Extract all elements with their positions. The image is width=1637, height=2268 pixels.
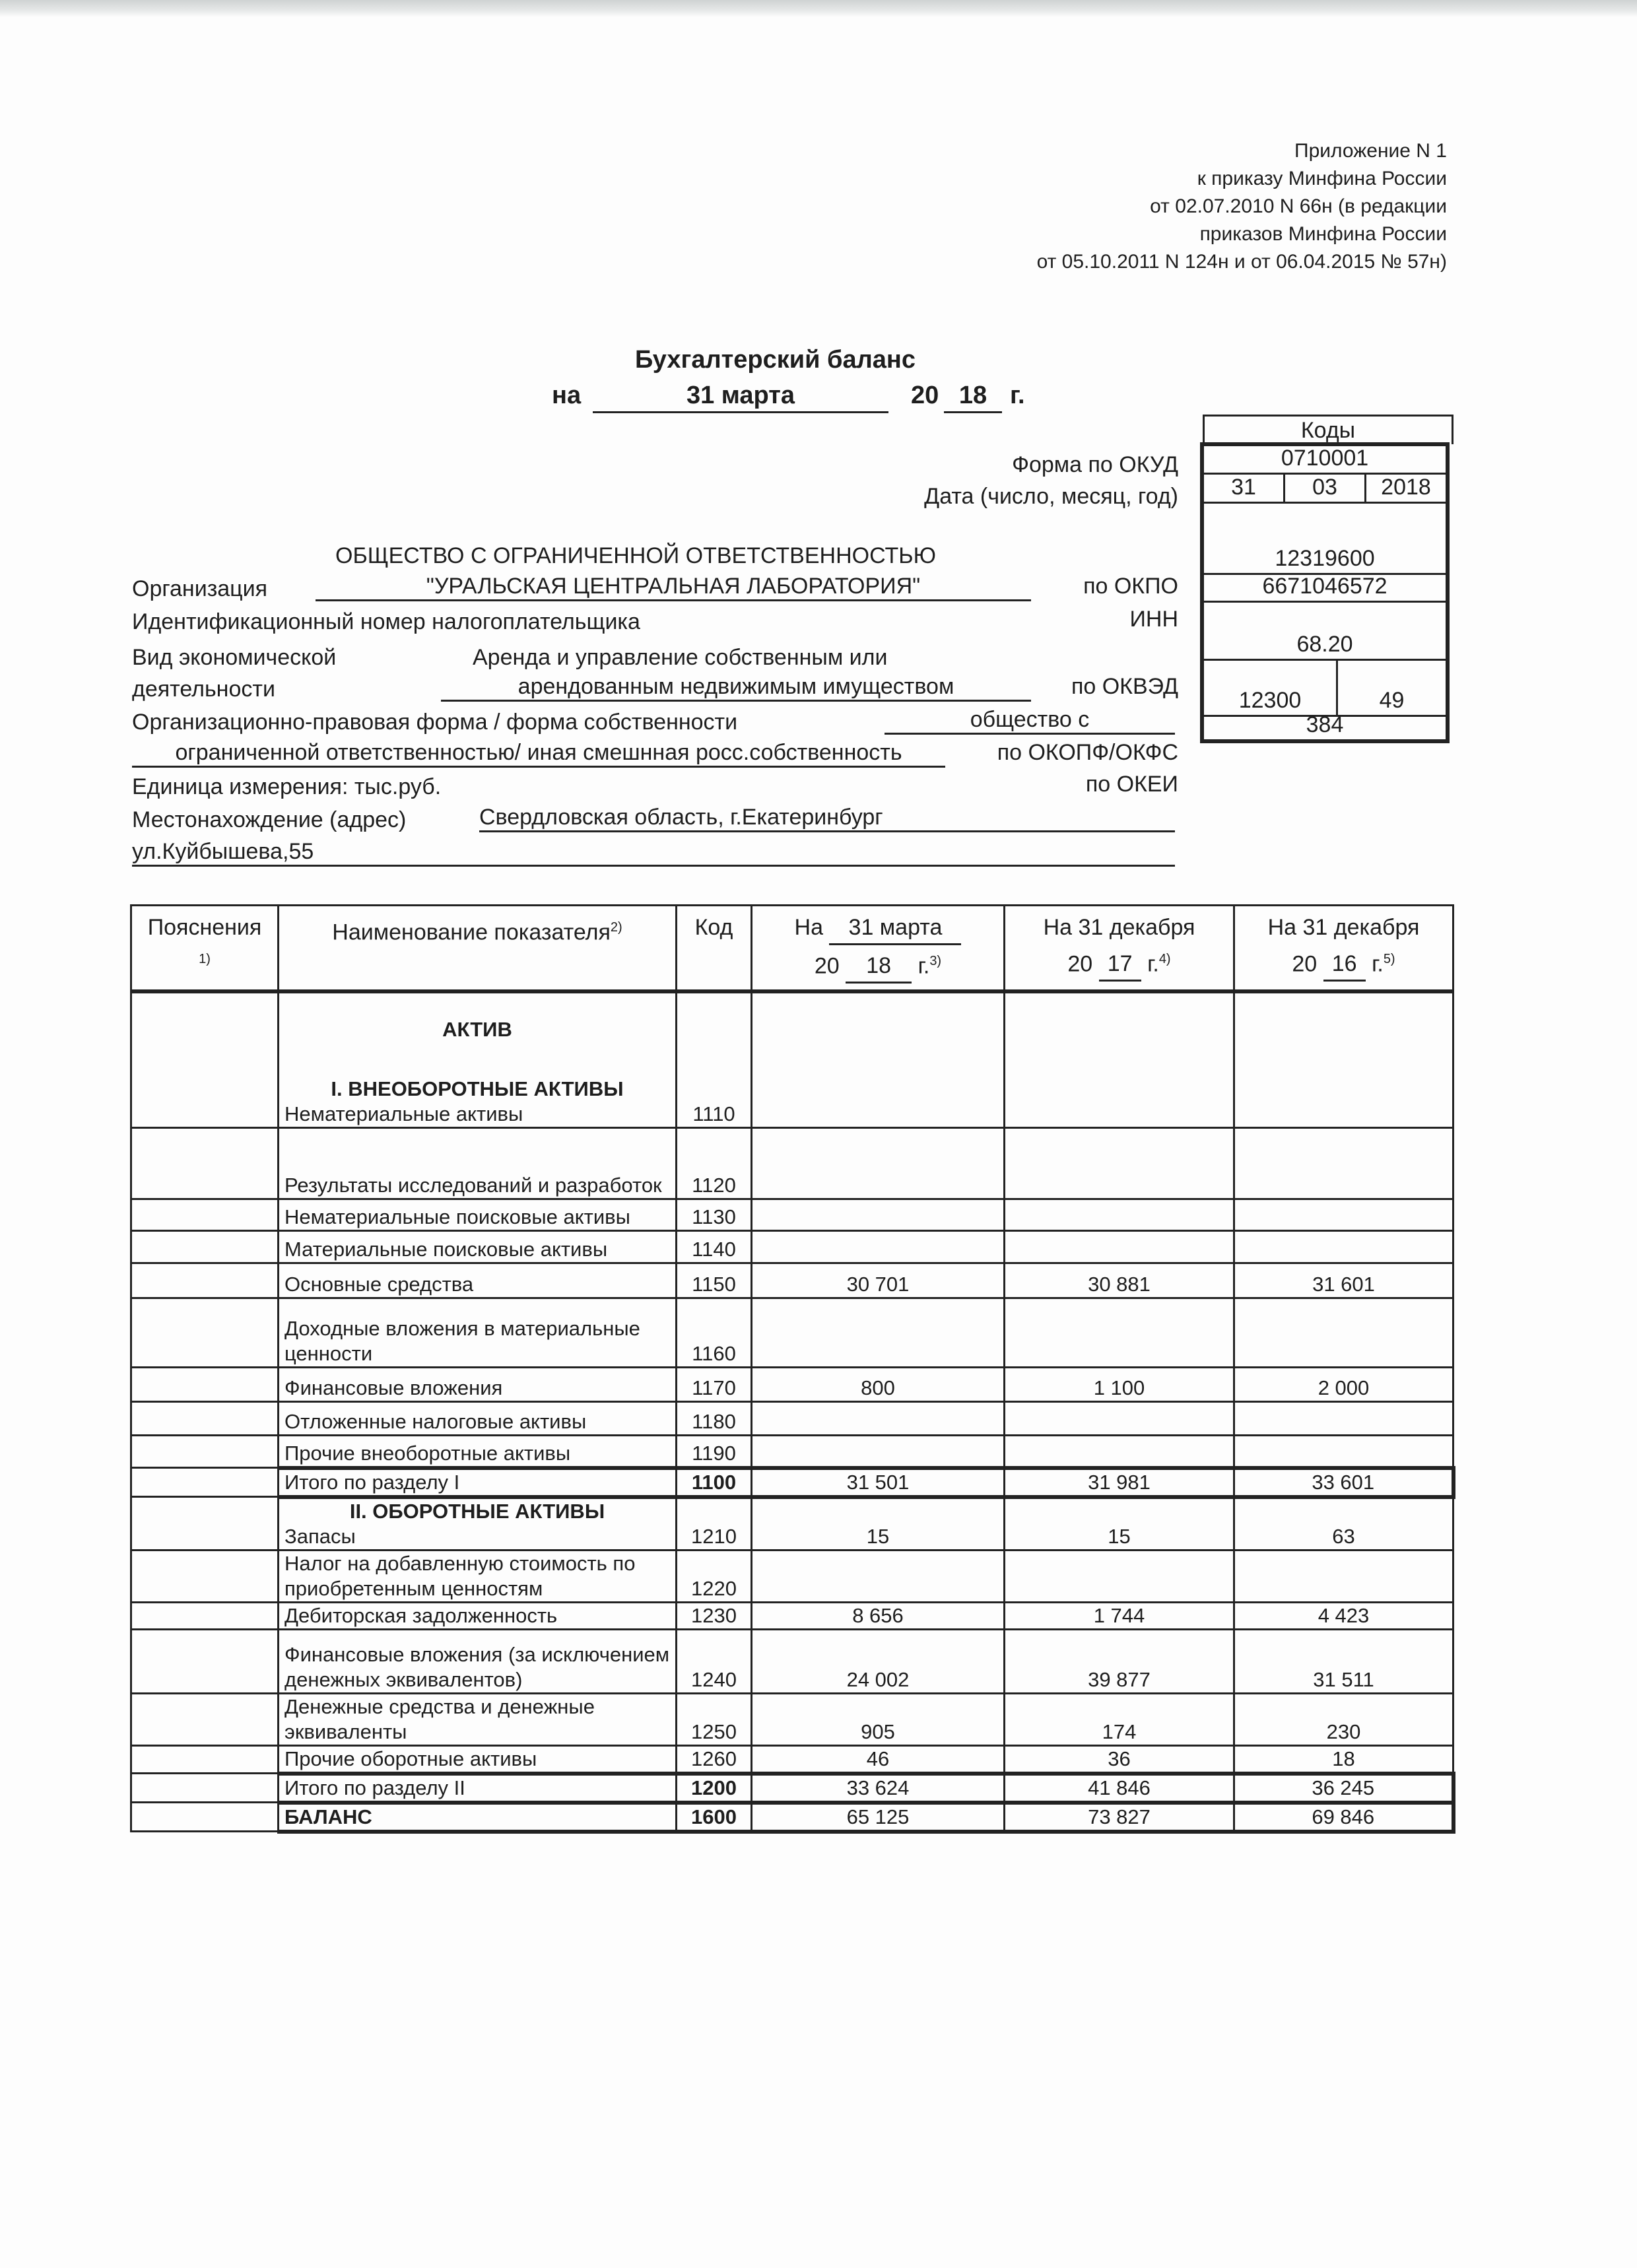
- value-2016: 4 423: [1234, 1602, 1453, 1629]
- inn-code-label: ИНН: [1129, 607, 1178, 632]
- header-name-label: Наименование показателя: [332, 919, 611, 945]
- title-date: 31 марта: [593, 382, 888, 413]
- row-name: Денежные средства и денежные эквиваленты: [279, 1693, 677, 1745]
- value-2016: 63: [1234, 1497, 1453, 1551]
- row-code: 1200: [677, 1774, 752, 1803]
- okei-value: 384: [1306, 712, 1344, 737]
- table-row: [131, 1231, 1453, 1263]
- notes-cell: [131, 1693, 279, 1745]
- value-2018: [752, 1402, 1005, 1436]
- org-label: Организация: [132, 576, 268, 601]
- row-name: Нематериальные поисковые активы: [279, 1199, 677, 1231]
- header-col2-title: На 31 декабря: [1043, 915, 1195, 940]
- row-name: Прочие оборотные активы: [279, 1745, 677, 1774]
- row-code: 1130: [677, 1199, 752, 1231]
- codes-header: Коды: [1203, 415, 1453, 444]
- row-code: 1260: [677, 1745, 752, 1774]
- row-code: 1120: [677, 1128, 752, 1199]
- row-name: Налог на добавленную стоимость по приобретенным ценностям: [279, 1550, 677, 1602]
- balance-table: [130, 904, 1455, 1834]
- row-name: Результаты исследований и разработок: [279, 1128, 677, 1199]
- footnote-ref: 1): [199, 952, 211, 966]
- okfs-value: 49: [1336, 661, 1446, 715]
- title-year: 18: [944, 382, 1002, 413]
- value-2018: [752, 1550, 1005, 1602]
- notes-cell: [131, 1263, 279, 1298]
- row-code: 1240: [677, 1629, 752, 1693]
- notes-cell: [131, 1602, 279, 1629]
- appendix-line: к приказу Минфина России: [1197, 168, 1447, 189]
- codes-box: [1200, 442, 1450, 743]
- value-2017: [1005, 1199, 1234, 1231]
- header-col1-date: 31 марта: [829, 912, 961, 945]
- header-col1-suffix: г.: [918, 953, 930, 979]
- table-row: [131, 1693, 1453, 1745]
- row-name: Финансовые вложения (за исключением денежных эквивалентов): [279, 1629, 677, 1693]
- row-name: Отложенные налоговые активы: [279, 1402, 677, 1436]
- row-name: Доходные вложения в материальные ценности: [279, 1298, 677, 1368]
- activity-label-1: Вид экономической: [132, 645, 337, 670]
- value-2017: [1005, 991, 1234, 1128]
- table-row-total-section-1: [131, 1468, 1453, 1497]
- title-century: 20: [911, 382, 939, 409]
- row-code: 1160: [677, 1298, 752, 1368]
- value-2017: 15: [1005, 1497, 1234, 1551]
- header-col1-century: 20: [814, 953, 840, 979]
- notes-cell: [131, 1468, 279, 1497]
- inn-value: 6671046572: [1262, 574, 1387, 599]
- row-code: 1250: [677, 1693, 752, 1745]
- okved-label: по ОКВЭД: [1071, 674, 1178, 699]
- header-col1-prefix: На: [794, 915, 823, 940]
- legal-form-label: Организационно-правовая форма / форма собственности: [132, 710, 738, 735]
- inn-label: Идентификационный номер налогоплательщика: [132, 609, 640, 634]
- table-row: [131, 1602, 1453, 1629]
- notes-cell: [131, 1803, 279, 1832]
- date-month: 03: [1283, 475, 1364, 502]
- row-code: 1170: [677, 1368, 752, 1402]
- table-row-balance: [131, 1803, 1453, 1832]
- table-row: [131, 1263, 1453, 1298]
- okopf-row: [1204, 661, 1446, 717]
- row-name: Прочие внеоборотные активы: [279, 1436, 677, 1468]
- value-2017: [1005, 1128, 1234, 1199]
- value-2018: 24 002: [752, 1629, 1005, 1693]
- value-2017: [1005, 1298, 1234, 1368]
- table-row: [131, 1298, 1453, 1368]
- row-name: Запасы: [284, 1524, 356, 1548]
- header-col2-century: 20: [1067, 951, 1093, 977]
- value-2018: [752, 1128, 1005, 1199]
- okud-row: [1204, 446, 1446, 475]
- row-code: 1600: [677, 1803, 752, 1832]
- value-2016: [1234, 1298, 1453, 1368]
- footnote-ref: 5): [1383, 952, 1395, 966]
- value-2017: 31 981: [1005, 1468, 1234, 1497]
- value-2018: 905: [752, 1693, 1005, 1745]
- notes-cell: [131, 1128, 279, 1199]
- appendix-line: от 05.10.2011 N 124н и от 06.04.2015 № 57н): [1036, 251, 1447, 273]
- value-2016: [1234, 1402, 1453, 1436]
- header-notes: [131, 906, 279, 991]
- header-col1-year: 18: [846, 950, 912, 984]
- row-code: 1100: [677, 1468, 752, 1497]
- row-name: Дебиторская задолженность: [279, 1602, 677, 1629]
- date-row: [1204, 475, 1446, 504]
- value-2016: [1234, 991, 1453, 1128]
- table-row: [131, 1550, 1453, 1602]
- row-code: 1220: [677, 1550, 752, 1602]
- value-2017: [1005, 1436, 1234, 1468]
- date-label: Дата (число, месяц, год): [924, 484, 1178, 509]
- header-col3-title: На 31 декабря: [1267, 915, 1420, 940]
- value-2018: [752, 1231, 1005, 1263]
- value-2017: 30 881: [1005, 1263, 1234, 1298]
- value-2016: [1234, 1436, 1453, 1468]
- address-line1: Свердловская область, г.Екатеринбург: [479, 804, 1175, 832]
- value-2018: 33 624: [752, 1774, 1005, 1803]
- header-col2-year: 17: [1099, 948, 1141, 982]
- header-col2-suffix: г.: [1147, 951, 1159, 977]
- unit-label: Единица измерения: тыс.руб.: [132, 774, 442, 799]
- document-title: Бухгалтерский баланс: [635, 346, 916, 374]
- header-code: Код: [677, 906, 752, 991]
- value-2017: 41 846: [1005, 1774, 1234, 1803]
- table-row: [131, 1629, 1453, 1693]
- value-2018: 30 701: [752, 1263, 1005, 1298]
- notes-cell: [131, 1497, 279, 1551]
- scan-edge: [0, 0, 1637, 17]
- row-code: 1110: [677, 991, 752, 1128]
- okved-value: 68.20: [1296, 632, 1353, 657]
- table-row: [131, 1402, 1453, 1436]
- row-name: Материальные поисковые активы: [279, 1231, 677, 1263]
- okei-row: [1204, 712, 1446, 739]
- okved-row: [1204, 603, 1446, 661]
- address-label: Местонахождение (адрес): [132, 807, 407, 832]
- value-2018: 15: [752, 1497, 1005, 1551]
- table-row: [131, 1745, 1453, 1774]
- notes-cell: [131, 1368, 279, 1402]
- row-code: 1150: [677, 1263, 752, 1298]
- value-2018: 8 656: [752, 1602, 1005, 1629]
- okopf-value: 12300: [1238, 688, 1302, 713]
- activity-line2: арендованным недвижимым имуществом: [441, 673, 1031, 702]
- okud-value: 0710001: [1281, 446, 1369, 471]
- header-notes-label: Пояснения: [147, 915, 262, 940]
- value-2018: 31 501: [752, 1468, 1005, 1497]
- value-2017: [1005, 1550, 1234, 1602]
- footnote-ref: 4): [1158, 952, 1171, 966]
- table-row: [131, 1368, 1453, 1402]
- value-2017: 1 100: [1005, 1368, 1234, 1402]
- okpo-row: [1204, 504, 1446, 575]
- okpo-value: 12319600: [1275, 546, 1375, 571]
- notes-cell: [131, 991, 279, 1128]
- okpo-label: по ОКПО: [1083, 574, 1178, 599]
- appendix-line: Приложение N 1: [1294, 140, 1447, 162]
- row-name: Финансовые вложения: [279, 1368, 677, 1402]
- value-2016: 69 846: [1234, 1803, 1453, 1832]
- notes-cell: [131, 1436, 279, 1468]
- okud-label: Форма по ОКУД: [1012, 452, 1178, 477]
- header-col-2018: [752, 906, 1005, 991]
- row-code: 1180: [677, 1402, 752, 1436]
- value-2017: 36: [1005, 1745, 1234, 1774]
- row-name: Нематериальные активы: [284, 1102, 523, 1125]
- appendix-note: [1037, 137, 1447, 276]
- address-line2: ул.Куйбышева,55: [132, 838, 1175, 867]
- section-1-title: I. ВНЕОБОРОТНЫЕ АКТИВЫ: [331, 1077, 624, 1100]
- table-row: [131, 1199, 1453, 1231]
- footnote-ref: 3): [929, 954, 942, 968]
- value-2017: 73 827: [1005, 1803, 1234, 1832]
- value-2018: [752, 1298, 1005, 1368]
- row-name: Итого по разделу I: [279, 1468, 677, 1497]
- table-row: [131, 1128, 1453, 1199]
- activity-line1: Аренда и управление собственным или: [473, 645, 888, 670]
- name-cell: [279, 991, 677, 1128]
- legal-form-line2: ограниченной ответственностью/ иная смешнная росс.собственность: [132, 739, 945, 768]
- inn-row: [1204, 575, 1446, 603]
- okopf-label: по ОКОПФ/ОКФС: [997, 740, 1178, 765]
- notes-cell: [131, 1629, 279, 1693]
- title-suffix: г.: [1010, 382, 1025, 409]
- appendix-line: приказов Минфина России: [1199, 223, 1447, 245]
- notes-cell: [131, 1745, 279, 1774]
- section-aktiv: АКТИВ: [442, 1018, 512, 1041]
- value-2018: 800: [752, 1368, 1005, 1402]
- value-2017: 174: [1005, 1693, 1234, 1745]
- date-day: 31: [1231, 475, 1256, 500]
- table-row: [131, 991, 1453, 1128]
- value-2016: 31 601: [1234, 1263, 1453, 1298]
- value-2016: 18: [1234, 1745, 1453, 1774]
- value-2018: [752, 991, 1005, 1128]
- value-2016: 230: [1234, 1693, 1453, 1745]
- row-name: БАЛАНС: [279, 1803, 677, 1832]
- value-2017: 1 744: [1005, 1602, 1234, 1629]
- value-2016: 2 000: [1234, 1368, 1453, 1402]
- footnote-ref: 2): [610, 920, 622, 935]
- header-col-2017: [1005, 906, 1234, 991]
- date-year: 2018: [1364, 475, 1446, 502]
- value-2018: 46: [752, 1745, 1005, 1774]
- header-col3-century: 20: [1292, 951, 1318, 977]
- header-col-2016: [1234, 906, 1453, 991]
- table-header-row: [131, 906, 1453, 991]
- name-cell: [279, 1497, 677, 1551]
- value-2018: [752, 1199, 1005, 1231]
- value-2016: [1234, 1231, 1453, 1263]
- row-name: Основные средства: [279, 1263, 677, 1298]
- notes-cell: [131, 1402, 279, 1436]
- table-row-total-section-2: [131, 1774, 1453, 1803]
- value-2017: [1005, 1402, 1234, 1436]
- appendix-line: от 02.07.2010 N 66н (в редакции: [1150, 195, 1447, 217]
- row-code: 1190: [677, 1436, 752, 1468]
- value-2018: [752, 1436, 1005, 1468]
- row-name: Итого по разделу II: [279, 1774, 677, 1803]
- notes-cell: [131, 1550, 279, 1602]
- notes-cell: [131, 1774, 279, 1803]
- value-2016: [1234, 1199, 1453, 1231]
- activity-label-2: деятельности: [132, 677, 275, 702]
- value-2016: [1234, 1128, 1453, 1199]
- table-row: [131, 1436, 1453, 1468]
- value-2016: 36 245: [1234, 1774, 1453, 1803]
- section-2-title: II. ОБОРОТНЫЕ АКТИВЫ: [349, 1499, 605, 1523]
- header-col3-year: 16: [1323, 948, 1366, 982]
- org-name-line2: "УРАЛЬСКАЯ ЦЕНТРАЛЬНАЯ ЛАБОРАТОРИЯ": [316, 573, 1031, 601]
- value-2016: 33 601: [1234, 1468, 1453, 1497]
- notes-cell: [131, 1298, 279, 1368]
- value-2018: 65 125: [752, 1803, 1005, 1832]
- row-code: 1230: [677, 1602, 752, 1629]
- value-2016: [1234, 1550, 1453, 1602]
- org-name-line1: ОБЩЕСТВО С ОГРАНИЧЕННОЙ ОТВЕТСТВЕННОСТЬЮ: [335, 543, 936, 568]
- row-code: 1210: [677, 1497, 752, 1551]
- value-2016: 31 511: [1234, 1629, 1453, 1693]
- legal-form-line1: общество с: [885, 706, 1175, 735]
- notes-cell: [131, 1231, 279, 1263]
- value-2017: 39 877: [1005, 1629, 1234, 1693]
- okei-label: по ОКЕИ: [1085, 772, 1178, 797]
- table-row: [131, 1497, 1453, 1551]
- notes-cell: [131, 1199, 279, 1231]
- value-2017: [1005, 1231, 1234, 1263]
- row-code: 1140: [677, 1231, 752, 1263]
- header-col3-suffix: г.: [1372, 951, 1384, 977]
- title-prefix: на: [552, 382, 582, 409]
- header-name: [279, 906, 677, 991]
